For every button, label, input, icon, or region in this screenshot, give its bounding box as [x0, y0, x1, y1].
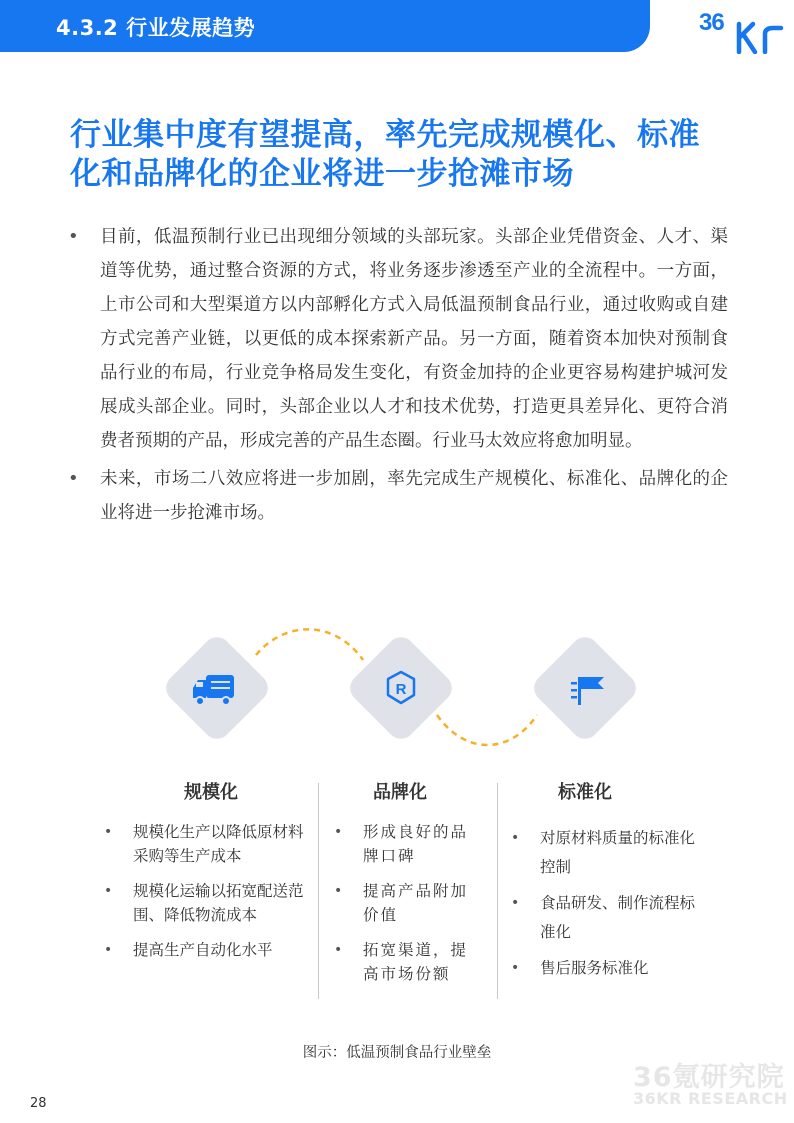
bullet-dot: • — [511, 960, 520, 976]
bullet-dot: • — [334, 942, 345, 958]
barrier-diagram — [0, 615, 794, 775]
watermark-cn: 36氪研究院 — [633, 1062, 785, 1093]
bullet-dot: • — [334, 824, 345, 840]
watermark-en: 36KR RESEARCH — [633, 1089, 788, 1108]
bullet-dot: • — [511, 895, 520, 911]
svg-text:R: R — [395, 681, 407, 698]
list-item-text: 提高产品附加价值 — [363, 882, 469, 924]
main-heading: 行业集中度有望提高，率先完成规模化、标准化和品牌化的企业将进一步抢滩市场 — [70, 117, 700, 192]
figure-caption: 图示：低温预制食品行业壁垒 — [302, 1045, 492, 1061]
bullet-dot: • — [104, 824, 113, 840]
list-item — [511, 824, 701, 882]
bullet-text: 目前，低温预制行业已出现细分领域的头部玩家。头部企业凭借资金、人才、渠道等优势，通过整合资源的方式，将业务逐步渗透至产业的全流程中。一方面，上市公司和大型渠道方以内部孵化方式入局低温预制食品行业，通过收购或自建方式完善产业链，以更低的成本探索新产品。另一方面，随着资本加快对预制食品行业的布局，行业竞争格局发生变化，有资金加持的企业更容易构建护城河发展成头部企业。同时，头部企业以人才和技术优势，打造更具差异化、更符合消费者预期的产品，形成完善的产品生态圈。行业马太效应将愈加明显。 — [100, 227, 728, 451]
list-item-text: 食品研发、制作流程标准化 — [540, 894, 696, 941]
connector-dash-bottom — [437, 715, 537, 745]
list-item — [334, 879, 479, 927]
bullet-item — [68, 220, 728, 458]
list-item-text: 售后服务标准化 — [540, 959, 649, 977]
list-item-text: 提高生产自动化水平 — [133, 941, 273, 959]
list-item — [104, 938, 304, 962]
bullet-dot: • — [68, 226, 79, 247]
list-item — [104, 820, 304, 868]
list-item-text: 形成良好的品牌口碑 — [363, 823, 469, 865]
36kr-logo-icon — [695, 4, 794, 54]
column-title-standard: 标准化 — [558, 782, 612, 803]
list-item-text: 拓宽渠道，提高市场份额 — [363, 941, 469, 983]
column-title-scale: 规模化 — [184, 782, 238, 803]
list-item — [334, 938, 479, 986]
bullet-dot: • — [104, 883, 113, 899]
scale-list — [104, 820, 304, 973]
standard-list — [511, 824, 701, 994]
list-item-text: 规模化生产以降低原材料采购等生产成本 — [133, 823, 304, 865]
svg-text:36: 36 — [699, 9, 724, 36]
list-item — [104, 879, 304, 927]
brand-list — [334, 820, 479, 997]
list-item — [511, 954, 701, 983]
list-item-text: 对原材料质量的标准化控制 — [540, 829, 696, 876]
column-title-brand: 品牌化 — [373, 782, 427, 803]
column-divider — [497, 783, 498, 999]
connector-dash-top — [256, 629, 363, 660]
list-item-text: 规模化运输以拓宽配送范围、降低物流成本 — [133, 882, 304, 924]
bullet-dot: • — [68, 468, 79, 489]
bullet-item — [68, 462, 728, 530]
bullet-dot: • — [104, 942, 113, 958]
header-bar — [0, 0, 650, 52]
bullet-dot: • — [511, 830, 520, 846]
list-item — [511, 889, 701, 947]
section-title: 4.3.2 行业发展趋势 — [56, 16, 256, 40]
bullet-dot: • — [334, 883, 345, 899]
list-item — [334, 820, 479, 868]
page-number: 28 — [30, 1096, 47, 1111]
bullet-list — [68, 220, 728, 534]
column-divider — [318, 783, 319, 999]
bullet-text: 未来，市场二八效应将进一步加剧，率先完成生产规模化、标准化、品牌化的企业将进一步抢滩市场。 — [100, 469, 728, 523]
